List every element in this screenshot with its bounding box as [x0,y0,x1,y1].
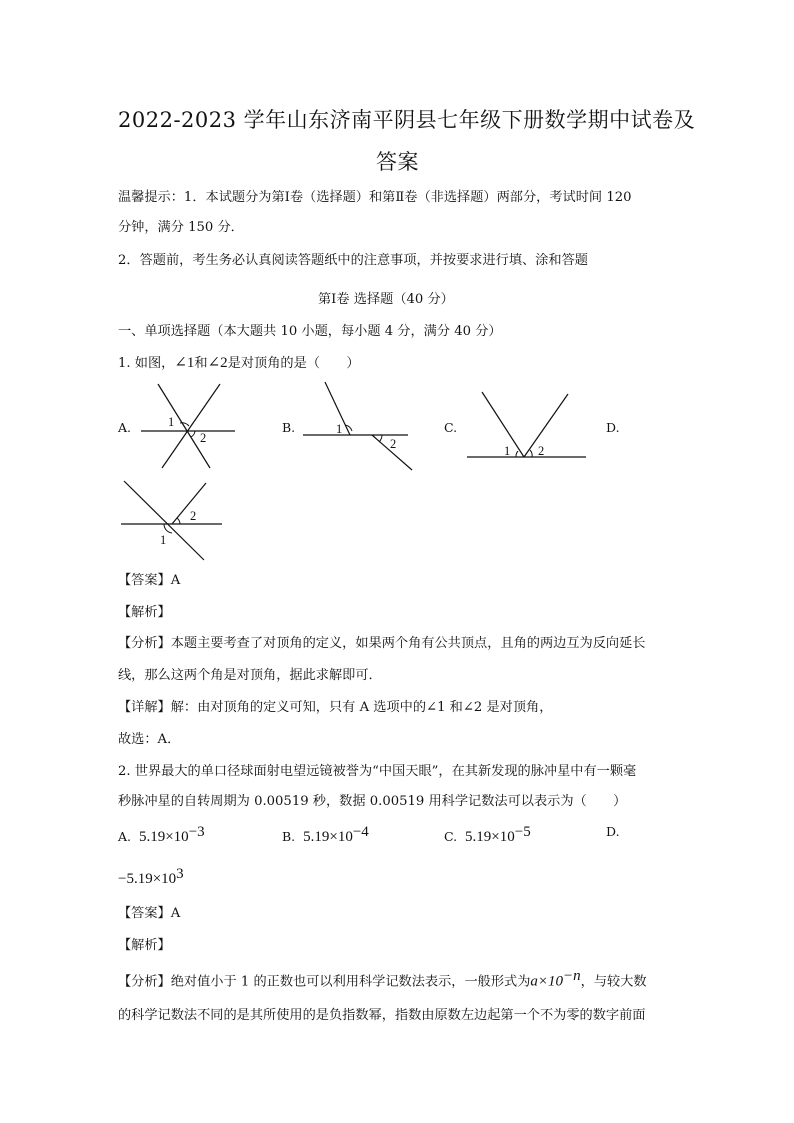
q1-option-a-label: A. [118,420,132,435]
q1-and: 和 [194,356,208,371]
q1-figure-d [118,478,228,564]
q1-angle1: ∠1 [174,355,195,371]
q1-fig-c-label-2: 2 [538,444,545,458]
q1-stem-end: 是对顶角的是（ ） [227,356,360,371]
q2-option-b-label: B. [282,829,296,845]
q2-option-d [118,866,184,888]
q1-answer: 【答案】A [118,573,181,588]
section-title: 第Ⅰ卷 选择题（40 分） [318,292,454,307]
q2-fenxi-pre: 【分析】绝对值小于 1 的正数也可以利用科学记数法表示，一般形式为 [118,974,531,990]
q1-fig-c-label-1: 1 [504,444,511,458]
q1-figure-c [464,388,590,462]
q1-fig-b-label-2: 2 [390,437,397,451]
q2-option-b-base: 5.19×10 [303,829,353,846]
q1-option-d-label: D. [606,420,620,435]
q2-option-c [444,824,531,846]
q1-stem [118,352,360,372]
q2-analysis-heading: 【解析】 [118,938,171,953]
notice-line1: 温馨提示：1．本试题分为第Ⅰ卷（选择题）和第Ⅱ卷（非选择题）两部分，考试时间 120 [118,190,632,205]
q2-fenxi-post: ，与较大数 [580,974,647,990]
q2-option-a [118,824,205,846]
q2-option-d-base: −5.19×10 [118,871,177,888]
q1-figure-b [300,380,420,472]
q2-stem-line1: 2. 世界最大的单口径球面射电望远镜被誉为“中国天眼”，在其新发现的脉冲星中有一颗毫 [118,764,637,779]
q2-option-d-label: D. [606,824,620,839]
q1-fig-a-label-2: 2 [200,431,207,445]
q2-option-a-exp: −3 [188,824,205,840]
q1-fig-a-label-1: 1 [168,415,175,429]
q2-option-c-exp: −5 [514,824,531,840]
notice-line2: 分钟，满分 150 分． [118,220,244,235]
q1-analysis-heading: 【解析】 [118,605,171,620]
q2-answer: 【答案】A [118,906,181,921]
q1-detail: 【详解】解：由对顶角的定义可知，只有 A 选项中的∠1 和∠2 是对顶角， [118,700,553,715]
q2-fenxi-line1 [118,968,647,990]
q1-fig-b-label-1: 1 [336,422,343,436]
q1-fenxi-line1: 【分析】本题主要考查了对顶角的定义，如果两个角有公共顶点，且角的两边互为反向延长 [118,636,646,651]
q1-fig-d-label-2: 2 [190,509,197,523]
q1-choice: 故选：A． [118,732,181,747]
q2-fenxi-math: a×10 [530,973,564,990]
q1-figure-a [138,380,238,472]
q2-option-a-base: 5.19×10 [138,829,189,846]
q1-option-c-label: C. [444,420,458,435]
q2-fenxi-exp: −n [563,968,581,984]
notice-line3: 2．答题前，考生务必认真阅读答题纸中的注意事项，并按要求进行填、涂和答题 [118,253,588,268]
q1-angle2: ∠2 [207,355,228,371]
q2-option-a-label: A. [118,829,132,845]
q1-stem-num: 1. 如图， [118,356,175,371]
doc-title-line2: 答案 [376,150,419,174]
q1-fig-d-label-1: 1 [160,533,167,547]
q2-option-c-base: 5.19×10 [465,829,515,846]
q2-stem-line2: 秒脉冲星的自转周期为 0.00519 秒，数据 0.00519 用科学记数法可以表示为（ ） [118,794,627,809]
q1-fenxi-line2: 线，那么这两个角是对顶角，据此求解即可． [118,668,382,683]
part-heading: 一、单项选择题（本大题共 10 小题，每小题 4 分，满分 40 分） [118,324,502,339]
q2-option-d-exp: 3 [176,866,184,882]
q2-fenxi-line2: 的科学记数法不同的是其所使用的是负指数幂，指数由原数左边起第一个不为零的数字前面 [118,1008,646,1023]
q1-option-b-label: B. [282,420,296,435]
q2-option-b-exp: −4 [352,824,369,840]
q2-option-c-label: C. [444,829,458,845]
doc-title-line1: 2022-2023 学年山东济南平阴县七年级下册数学期中试卷及 [118,108,696,132]
q2-option-b [282,824,369,846]
